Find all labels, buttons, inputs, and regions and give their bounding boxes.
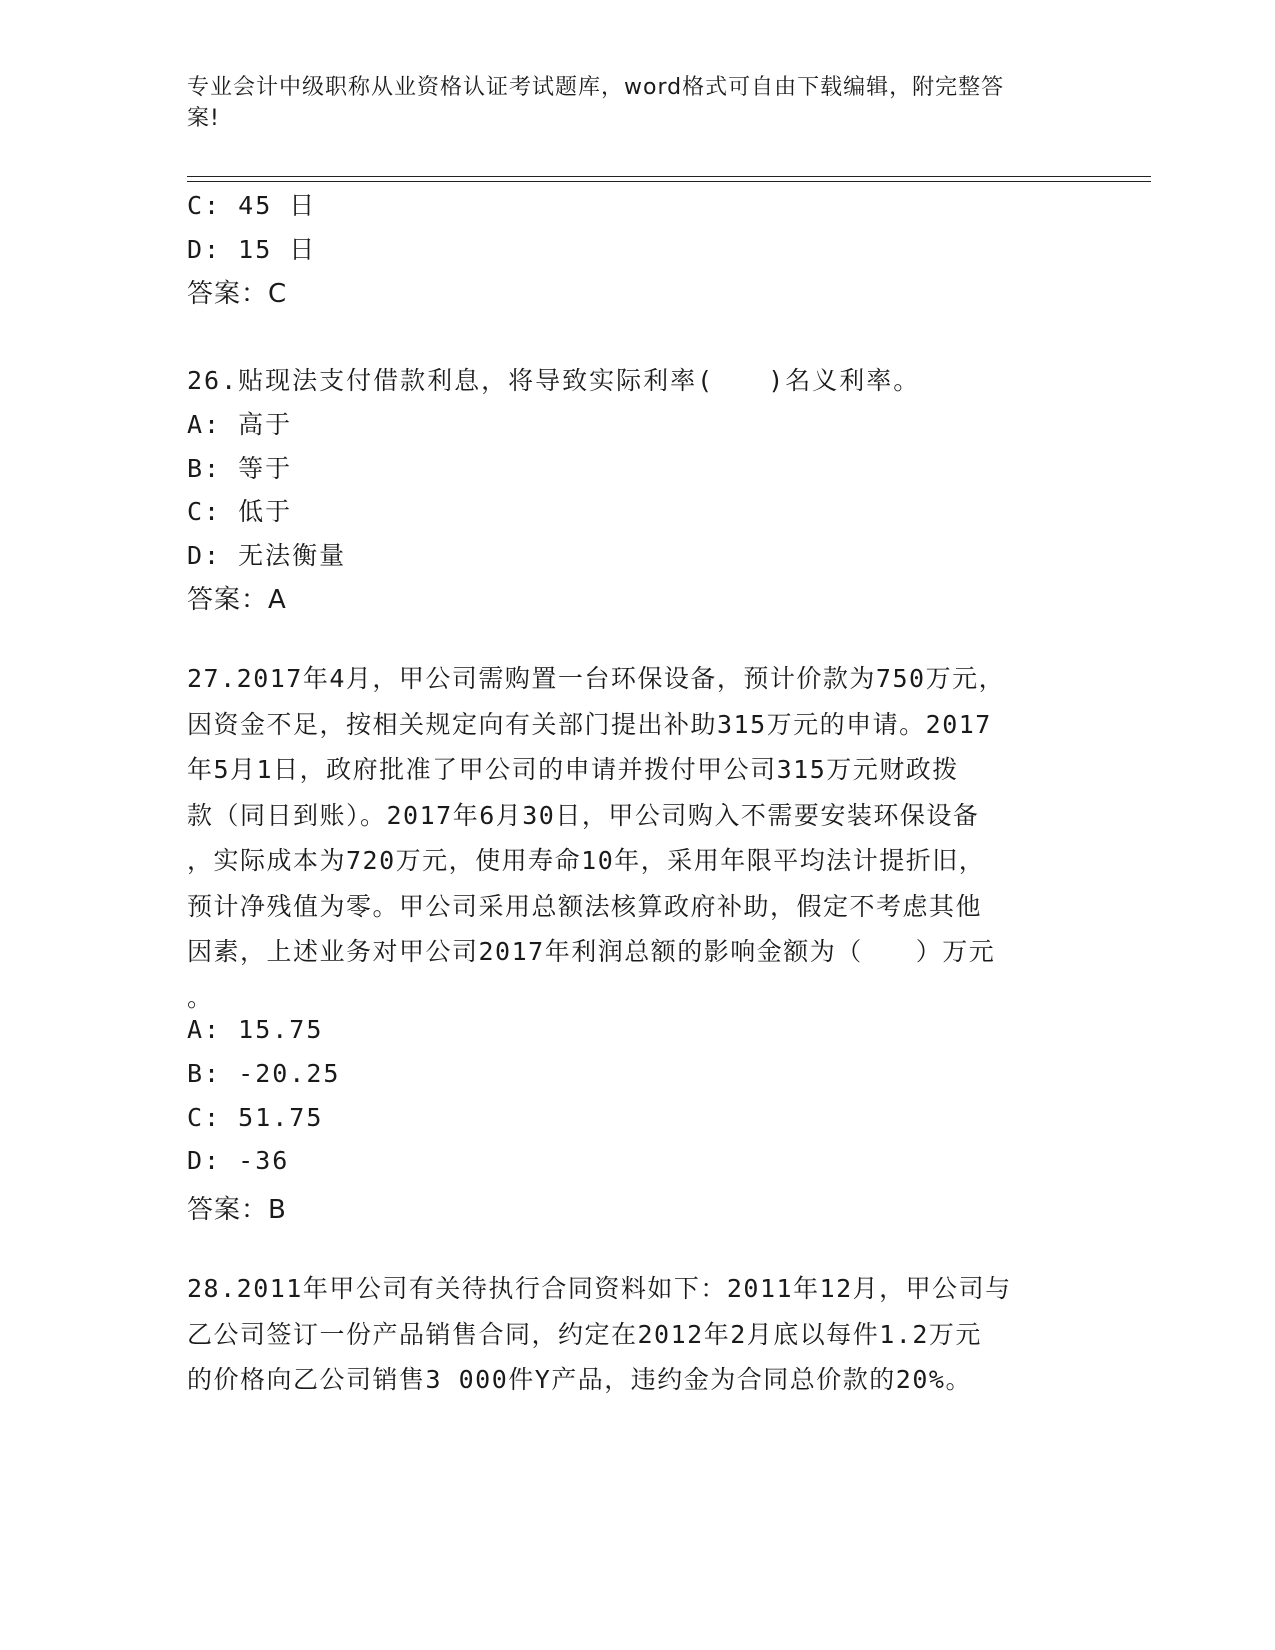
q27-option-c: C: 51.75 [187,1103,324,1132]
q27-stem-line: 预计净残值为零。甲公司采用总额法核算政府补助，假定不考虑其他 [187,891,983,921]
q26-answer: 答案：A [187,585,287,615]
q27-option-b: B: -20.25 [187,1059,341,1088]
q28-stem-line: 的价格向乙公司销售3 000件Y产品，违约金为合同总价款的20%。 [187,1365,972,1394]
header-line-1: 专业会计中级职称从业资格认证考试题库，word格式可自由下载编辑，附完整答 [187,75,1005,100]
q25-option-d: D: 15 日 [187,235,317,264]
q27-option-d: D: -36 [187,1146,290,1175]
header-line-2: 案! [187,106,220,131]
q27-stem-line: 因资金不足，按相关规定向有关部门提出补助315万元的申请。2017 [187,709,992,739]
q26-option-c: C: 低于 [187,497,293,526]
q26-stem: 26.贴现法支付借款利息，将导致实际利率( )名义利率。 [187,366,921,395]
header-rule-bottom [187,181,1151,182]
q27-answer: 答案：B [187,1195,287,1225]
header-rule-top [187,176,1151,177]
q27-option-a: A: 15.75 [187,1015,324,1044]
q25-answer: 答案：C [187,279,288,309]
q27-stem-line: 年5月1日，政府批准了甲公司的申请并拨付甲公司315万元财政拨 [187,755,959,784]
q27-stem-line: 因素，上述业务对甲公司2017年利润总额的影响金额为（ ）万元 [187,937,996,966]
page-header [187,72,1067,134]
q28-stem [187,1266,1087,1403]
q27-stem-line: 27.2017年4月，甲公司需购置一台环保设备，预计价款为750万元， [187,664,1006,693]
q28-stem-line: 乙公司签订一份产品销售合同，约定在2012年2月底以每件1.2万元 [187,1319,982,1349]
q27-stem [187,656,1087,1020]
q26-option-b: B: 等于 [187,454,293,483]
q25-option-c: C: 45 日 [187,191,317,220]
q26-option-a: A: 高于 [187,410,293,439]
q28-stem-line: 28.2011年甲公司有关待执行合同资料如下：2011年12月，甲公司与 [187,1274,1012,1303]
q26-option-d: D: 无法衡量 [187,541,347,570]
q27-stem-line: 。 [187,982,214,1012]
q27-stem-line: 款（同日到账）。2017年6月30日，甲公司购入不需要安装环保设备 [187,800,980,830]
q27-stem-line: ，实际成本为720万元，使用寿命10年，采用年限平均法计提折旧， [187,846,986,875]
